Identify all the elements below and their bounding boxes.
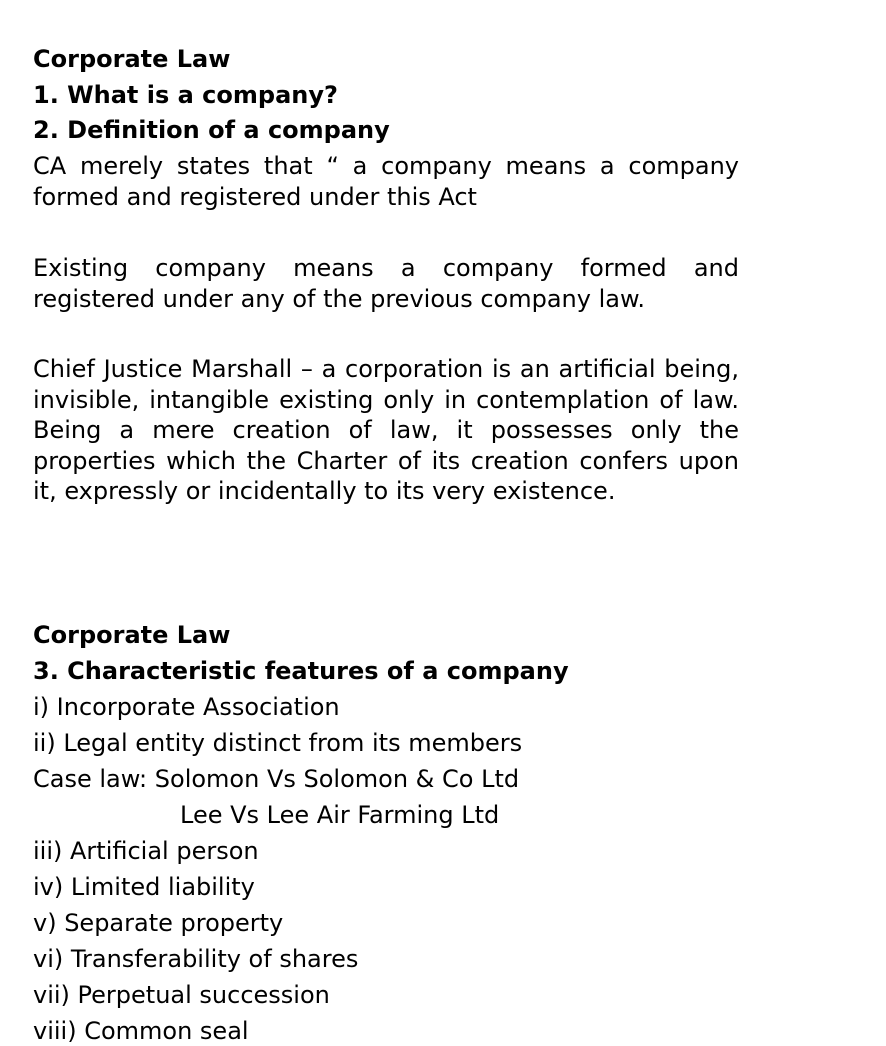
list-item: i) Incorporate Association <box>33 693 340 721</box>
document-page <box>33 0 739 1045</box>
paragraph-existing-company: Existing company means a company formed and registered under any of the previous company law. <box>33 254 739 313</box>
list-item: ii) Legal entity distinct from its members <box>33 729 523 757</box>
list-item: vii) Perpetual succession <box>33 981 330 1009</box>
list-item: vi) Transferability of shares <box>33 945 359 973</box>
list-item: iii) Artificial person <box>33 837 259 865</box>
heading-definition: 2. Definition of a company <box>33 116 390 144</box>
list-item: v) Separate property <box>33 909 284 937</box>
paragraph-marshall-quote: Chief Justice Marshall – a corporation is an artificial being, invisible, intangible existing only in contemplation of law. Being a mere creation of law, it possesses only the properties which the Charter of its creation confers upon it, expressly or incidentally to its very existence. <box>33 355 739 505</box>
list-item: iv) Limited liability <box>33 873 255 901</box>
heading-characteristics: 3. Characteristic features of a company <box>33 657 569 685</box>
list-item: viii) Common seal <box>33 1017 249 1045</box>
case-law-line: Case law: Solomon Vs Solomon & Co Ltd <box>33 765 520 793</box>
section-title: Corporate Law <box>33 621 231 649</box>
paragraph-ca-definition: CA merely states that “ a company means a company formed and registered under this Act <box>33 152 739 211</box>
heading-what-is-company: 1. What is a company? <box>33 81 338 109</box>
case-law-line: Lee Vs Lee Air Farming Ltd <box>180 801 500 829</box>
section-title: Corporate Law <box>33 45 231 73</box>
